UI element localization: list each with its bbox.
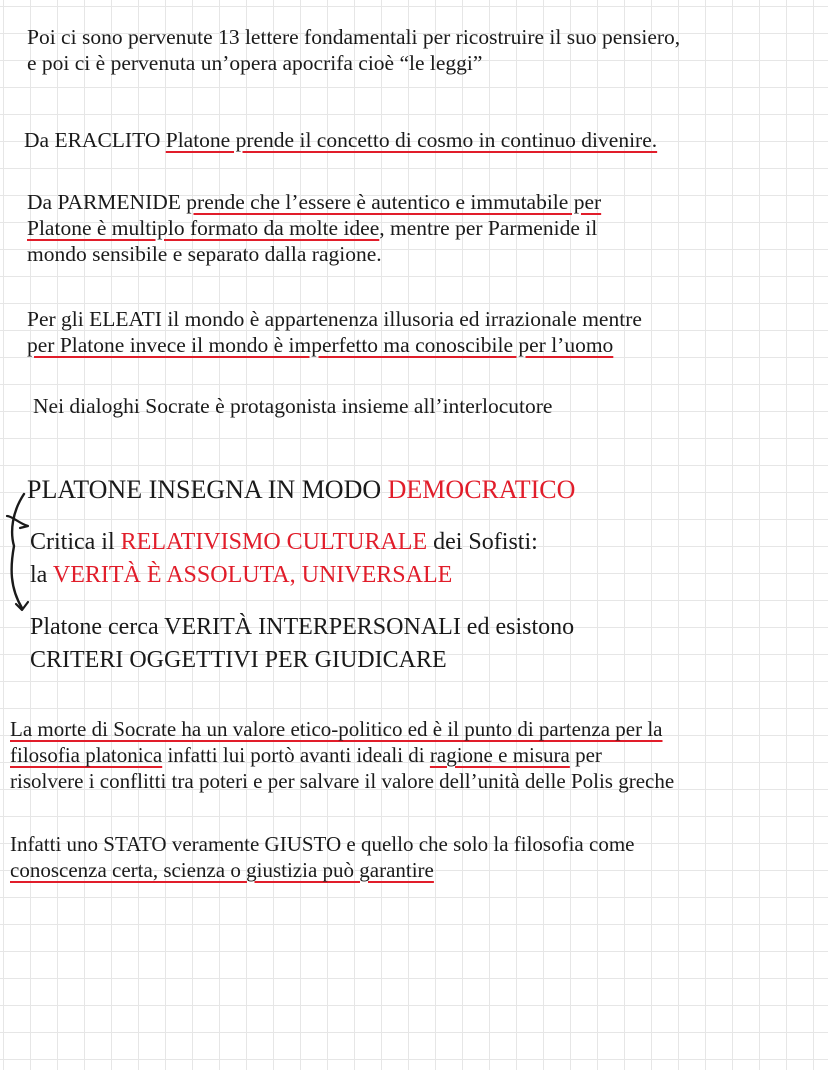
intro-line-1: Poi ci sono pervenute 13 lettere fondamentali per ricostruire il suo pensiero, (27, 25, 681, 49)
critica-paragraph (30, 526, 538, 592)
morte-underlined-2: filosofia platonica (10, 743, 163, 767)
cerca-line-1: Platone cerca VERITÀ INTERPERSONALI ed esistono (30, 614, 575, 640)
cerca-line-2: CRITERI OGGETTIVI PER GIUDICARE (30, 647, 447, 673)
critica-red-2: VERITÀ È ASSOLUTA, UNIVERSALE (52, 562, 453, 588)
eleati-paragraph (27, 306, 642, 358)
parmenide-underlined-1: prende che l’essere è autentico e immutabile per (186, 190, 602, 214)
critica-lead: Critica il (30, 529, 121, 555)
stato-line-1: Infatti uno STATO veramente GIUSTO e quello che solo la filosofia come (10, 832, 635, 856)
dialoghi-paragraph (33, 393, 552, 419)
heading-red: DEMOCRATICO (387, 475, 576, 504)
morte-mid-2: infatti lui portò avanti ideali di (162, 743, 430, 767)
stato-underlined-2: conoscenza certa, scienza o giustizia può garantire (10, 858, 434, 882)
morte-paragraph (10, 716, 674, 794)
critica-lead-2: la (30, 562, 53, 588)
cerca-paragraph (30, 611, 574, 677)
critica-red-1: RELATIVISMO CULTURALE (120, 529, 428, 555)
stato-paragraph (10, 831, 634, 883)
parmenide-line-3: mondo sensibile e separato dalla ragione. (27, 242, 382, 266)
morte-tail-2: per (569, 743, 602, 767)
intro-line-2: e poi ci è pervenuta un’opera apocrifa cioè “le leggi” (27, 51, 483, 75)
morte-underlined-1: La morte di Socrate ha un valore etico-politico ed è il punto di partenza per la (10, 717, 663, 741)
intro-paragraph (27, 24, 680, 76)
eraclito-underlined: Platone prende il concetto di cosmo in continuo divenire. (165, 128, 658, 152)
morte-line-3: risolvere i conflitti tra poteri e per salvare il valore dell’unità delle Polis greche (10, 769, 675, 793)
parmenide-paragraph (27, 189, 601, 267)
eleati-underlined-2: per Platone invece il mondo è imperfetto ma conoscibile per l’uomo (27, 333, 614, 357)
eraclito-paragraph (24, 127, 657, 153)
morte-underlined-2b: ragione e misura (429, 743, 570, 767)
heading-black: PLATONE INSEGNA IN MODO (27, 475, 388, 504)
parmenide-rest-2: , mentre per Parmenide il (379, 216, 598, 240)
parmenide-lead: Da PARMENIDE (27, 190, 187, 214)
dialoghi-text: Nei dialoghi Socrate è protagonista insieme all’interlocutore (33, 394, 553, 418)
eleati-line-1: Per gli ELEATI il mondo è appartenenza illusoria ed irrazionale mentre (27, 307, 642, 331)
critica-tail: dei Sofisti: (427, 529, 538, 555)
parmenide-underlined-2: Platone è multiplo formato da molte idee (27, 216, 380, 240)
eraclito-lead: Da ERACLITO (24, 128, 166, 152)
democratic-heading (27, 474, 575, 505)
